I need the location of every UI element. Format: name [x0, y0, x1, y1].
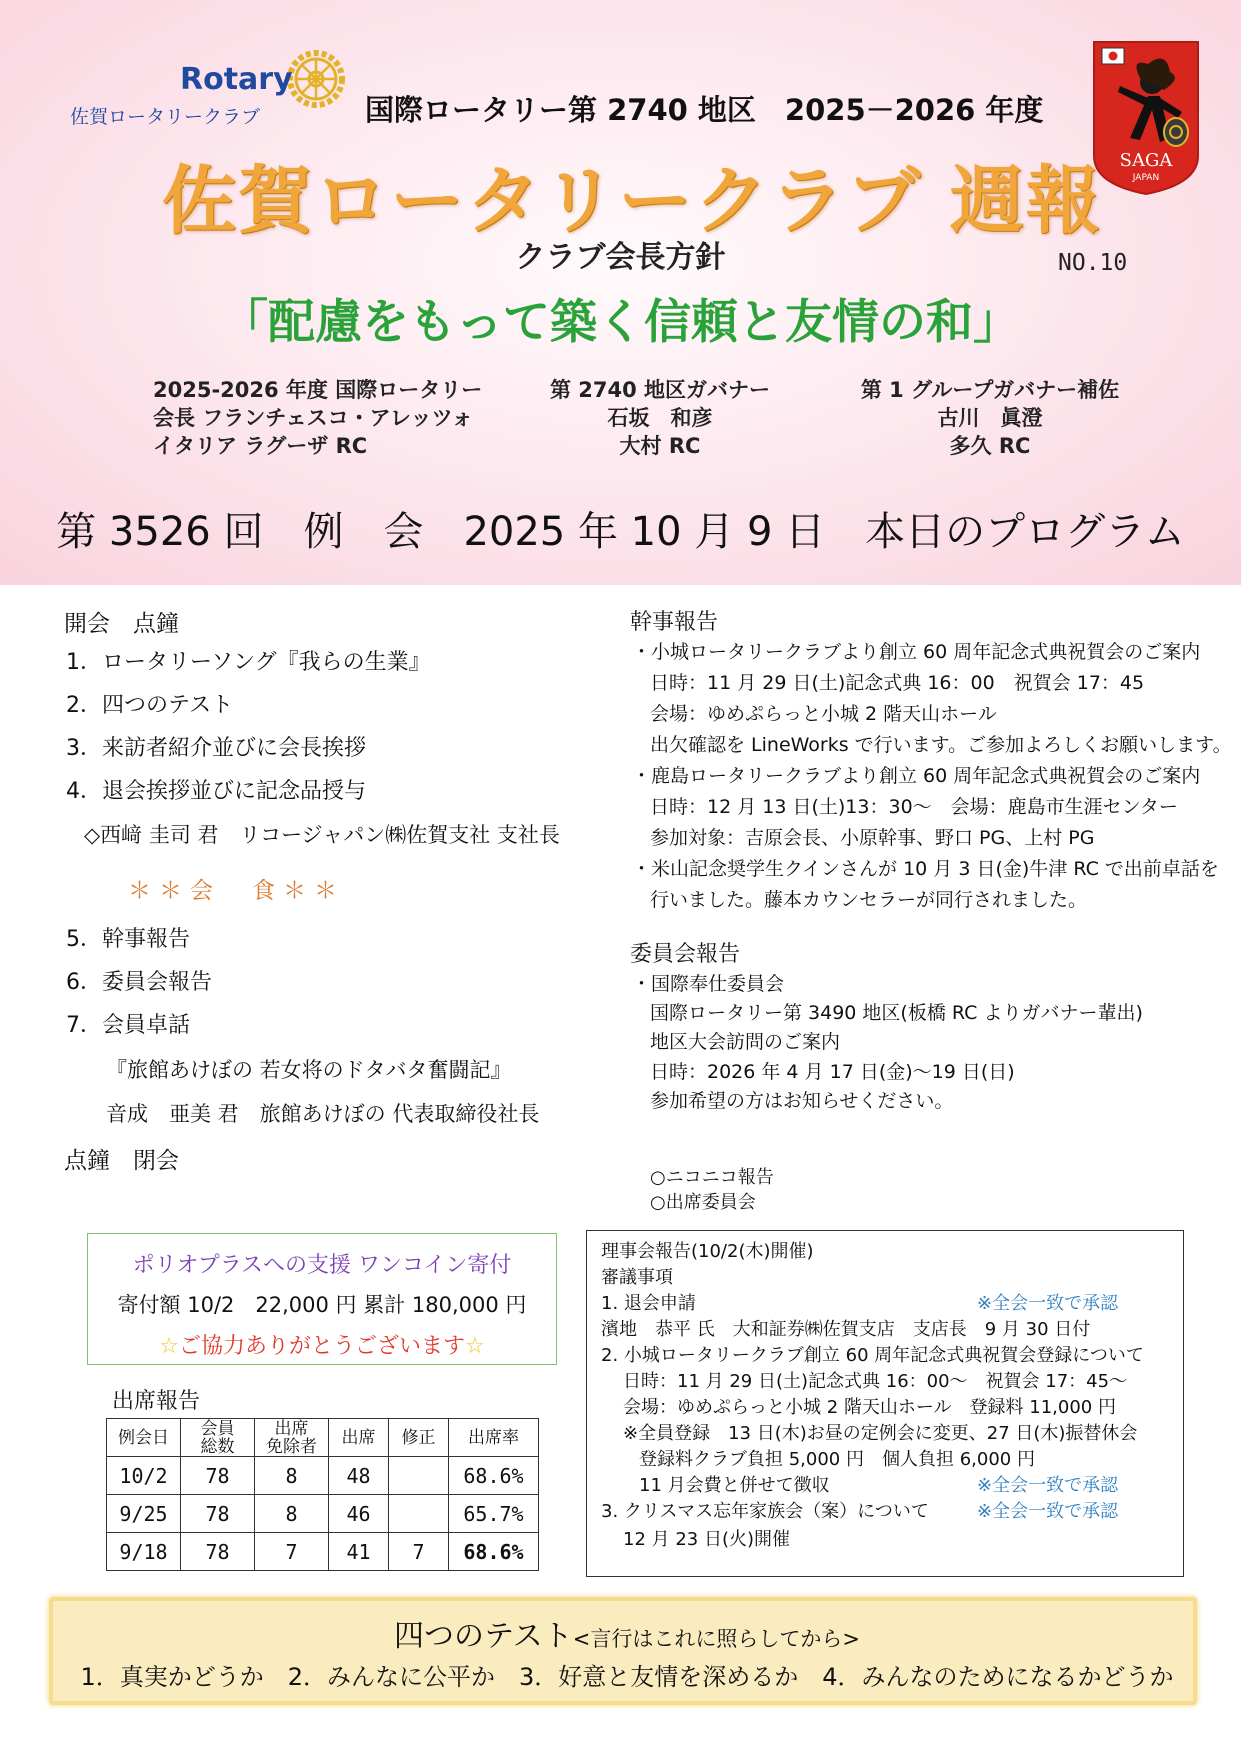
secretary-line: 参加対象：吉原会長、小原幹事、野口 PG、上村 PG [650, 827, 1095, 849]
board-item-2-line: ※全員登録 13 日(木)お昼の定例会に変更、27 日(木)振替休会 [623, 1423, 1138, 1444]
emblem-japan-text: JAPAN [1132, 173, 1160, 183]
speaker-line: 音成 亜美 君 旅館あけぼの 代表取締役社長 [106, 1102, 540, 1126]
rotary-wheel-icon [285, 48, 347, 110]
program-item-5: 5．幹事報告 [66, 927, 190, 952]
committee-report-title: 委員会報告 [630, 942, 741, 967]
column-header: 修正 [389, 1419, 449, 1457]
rotary-logo-word: Rotary [180, 62, 293, 97]
four-way-test-items: 1．真実かどうか 2．みんなに公平か 3．好意と友情を深めるか 4．みんなのためになるかどうか [80, 1663, 1174, 1691]
board-title: 理事会報告(10/2(木)開催) [601, 1241, 814, 1262]
board-item-2-line: 登録料クラブ負担 5,000 円 個人負担 6,000 円 [639, 1449, 1035, 1470]
board-item-2-line: 日時：11 月 29 日(土)記念式典 16：00～ 祝賀会 17：45～ [623, 1371, 1128, 1392]
polio-amount: 寄付額 10/2 22,000 円 累計 180,000 円 [117, 1293, 527, 1317]
district-year-line: 国際ロータリー第 2740 地区 2025－2026 年度 [365, 93, 1044, 127]
retiree-line: ◇西﨑 圭司 君 リコージャパン㈱佐賀支社 支社長 [84, 823, 560, 847]
approved-note: ※全会一致で承認 [977, 1293, 1119, 1314]
table-row: 10/2 78 8 48 68.6% [107, 1457, 539, 1495]
committee-line: 日時：2026 年 4 月 17 日(金)～19 日(日) [650, 1061, 1015, 1083]
secretary-line: 出欠確認を LineWorks で行います。ご参加よろしくお願いします。 [650, 734, 1232, 756]
committee-line: 参加希望の方はお知らせください。 [650, 1090, 954, 1112]
program-item-3: 3．来訪者紹介並びに会長挨拶 [66, 736, 366, 761]
issue-number: NO.10 [1058, 250, 1128, 276]
club-motto: 「配慮をもって築く信頼と友情の和」 [221, 295, 1020, 350]
secretary-line: 会場：ゆめぷらっと小城 2 階天山ホール [650, 703, 997, 725]
program-item-4: 4．退会挨拶並びに記念品授与 [66, 779, 366, 804]
polio-title: ポリオプラスへの支援 ワンコイン寄付 [132, 1253, 512, 1278]
meal-divider: ＊＊会 食＊＊ [128, 878, 345, 904]
four-way-test-title: 四つのテスト<言行はこれに照らしてから> [393, 1619, 860, 1654]
secretary-report-title: 幹事報告 [630, 610, 719, 635]
committee-line: 地区大会訪問のご案内 [650, 1031, 841, 1053]
approved-note: ※全会一致で承認 [977, 1475, 1119, 1496]
approved-note: ※全会一致で承認 [977, 1501, 1119, 1522]
board-item-2: 2. 小城ロータリークラブ創立 60 周年記念式典祝賀会登録について [601, 1345, 1144, 1366]
saga-dancer-emblem-icon [1090, 38, 1202, 198]
secretary-line: ・小城ロータリークラブより創立 60 周年記念式典祝賀会のご案内 [632, 641, 1201, 663]
policy-label: クラブ会長方針 [515, 240, 726, 275]
header-banner [0, 0, 1241, 585]
column-header: 出席 [329, 1419, 389, 1457]
rotary-logo-club-name: 佐賀ロータリークラブ [70, 106, 261, 128]
niko-niko-report: ○ニコニコ報告 [650, 1167, 774, 1188]
column-header: 例会日 [107, 1419, 181, 1457]
secretary-line: 行いました。藤本カウンセラーが同行されました。 [650, 889, 1088, 911]
table-row: 9/25 78 8 46 65.7% [107, 1495, 539, 1533]
four-way-test-box [49, 1597, 1197, 1705]
board-item-1-detail: 濱地 恭平 氏 大和証券㈱佐賀支店 支店長 9 月 30 日付 [601, 1319, 1091, 1340]
polio-donation-box [87, 1233, 557, 1365]
emblem-saga-text: SAGA [1119, 150, 1173, 171]
officer-assistant-governor: 第 1 グループガバナー補佐 古川 眞澄 多久 RC [860, 378, 1120, 458]
program-close: 点鐘 閉会 [64, 1148, 179, 1174]
saga-emblem [1090, 38, 1202, 198]
attendance-committee: ○出席委員会 [650, 1192, 756, 1213]
committee-line: ・国際奉仕委員会 [632, 973, 785, 995]
column-header: 会員 総数 [181, 1419, 255, 1457]
column-header: 出席 免除者 [255, 1419, 329, 1457]
program-item-2: 2．四つのテスト [66, 693, 234, 718]
polio-thanks: ☆ご協力ありがとうございます☆ [159, 1334, 485, 1359]
officer-ri-president: 2025-2026 年度 国際ロータリー 会長 フランチェスコ・アレッツォ イタリア ラグーザ RC [153, 378, 483, 458]
committee-line: 国際ロータリー第 3490 地区(板橋 RC よりガバナー輩出) [650, 1002, 1143, 1024]
board-item-3-line: 12 月 23 日(火)開催 [623, 1529, 791, 1550]
program-item-7: 7．会員卓話 [66, 1013, 190, 1038]
board-report-box [586, 1230, 1184, 1577]
attendance-title: 出席報告 [112, 1389, 201, 1414]
table-header-row [107, 1419, 539, 1457]
secretary-line: 日時：12 月 13 日(土)13：30～ 会場：鹿島市生涯センター [650, 796, 1178, 818]
board-item-1: 1. 退会申請 [601, 1293, 696, 1314]
board-subtitle: 審議事項 [601, 1267, 673, 1288]
star-icon: ☆ [465, 1334, 485, 1359]
officer-district-governor: 第 2740 地区ガバナー 石坂 和彦 大村 RC [549, 378, 771, 458]
program-open: 開会 点鐘 [64, 611, 179, 637]
star-icon: ☆ [159, 1334, 179, 1359]
program-item-1: 1．ロータリーソング『我らの生業』 [66, 650, 431, 675]
program-title: 第 3526 回 例 会 2025 年 10 月 9 日 本日のプログラム [56, 509, 1185, 555]
board-item-3: 3. クリスマス忘年家族会（案）について [601, 1501, 929, 1522]
attendance-table [106, 1418, 539, 1571]
board-item-2-line: 11 月会費と併せて徴収 [639, 1475, 830, 1496]
page-title: 佐賀ロータリークラブ 週報 [162, 158, 1102, 244]
secretary-line: ・鹿島ロータリークラブより創立 60 周年記念式典祝賀会のご案内 [632, 765, 1201, 787]
program-item-6: 6．委員会報告 [66, 970, 212, 995]
talk-title: 『旅館あけぼの 若女将のドタバタ奮闘記』 [106, 1058, 512, 1082]
secretary-line: ・米山記念奨学生クインさんが 10 月 3 日(金)牛津 RC で出前卓話を [632, 858, 1219, 880]
secretary-line: 日時：11 月 29 日(土)記念式典 16：00 祝賀会 17：45 [650, 672, 1145, 694]
table-row: 9/18 78 7 41 7 68.6% [107, 1533, 539, 1571]
column-header: 出席率 [449, 1419, 539, 1457]
board-item-2-line: 会場：ゆめぷらっと小城 2 階天山ホール 登録料 11,000 円 [623, 1397, 1116, 1418]
